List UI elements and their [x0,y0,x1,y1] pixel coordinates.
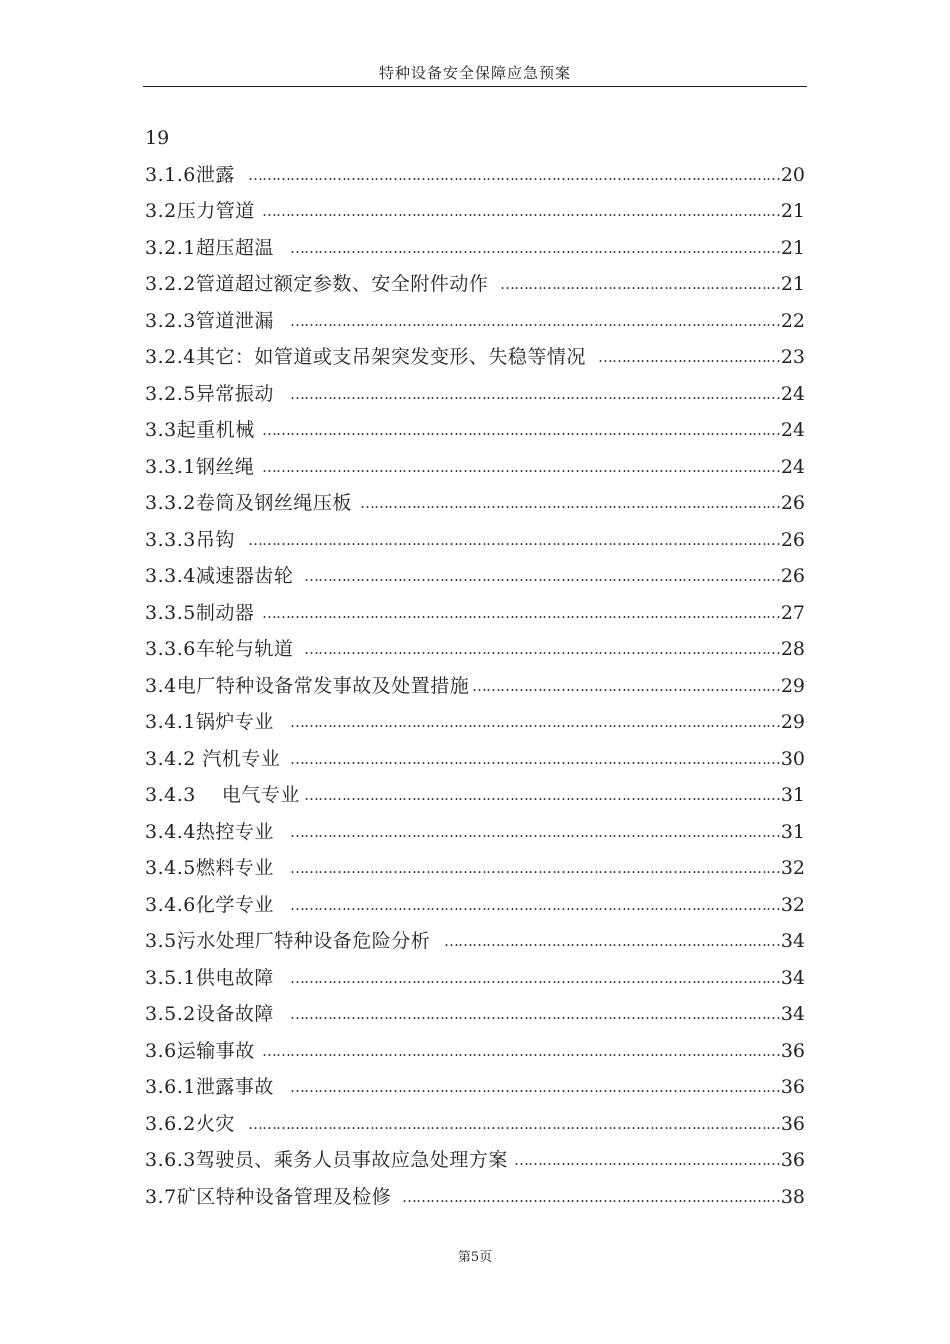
toc-entry[interactable] [145,266,805,303]
toc-leader-dots: ……………………………………………………………………………… [360,494,780,512]
toc-entry-page-number: 26 [781,485,805,522]
toc-entry-label: 3.4.2 汽机专业 [145,747,281,770]
toc-entry[interactable] [145,741,805,778]
toc-entry-page-number: 20 [781,157,805,194]
toc-entry-label: 3.4.6化学专业 [145,893,274,916]
toc-leader-dots: …………………………………………………………………………………………… [290,1078,780,1096]
toc-entry-label: 3.2.3管道泄漏 [145,309,274,332]
toc-entry-label: 3.2.5异常振动 [145,382,274,405]
toc-entry-label: 3.2.2管道超过额定参数、安全附件动作 [145,273,489,295]
toc-entry-page-number: 34 [781,996,805,1033]
toc-entry-label: 3.5.1供电故障 [145,966,274,989]
toc-entry-label: 3.4.4热控专业 [145,820,274,843]
toc-leader-dots: …………………………………………………………………………………………… [290,713,780,731]
toc-entry[interactable] [145,339,805,376]
toc-leader-dots: ………………………………………………………………………………………………… [262,1041,780,1060]
toc-entry-page-number: 21 [781,230,805,267]
toc-entry-page-number: 24 [781,449,805,486]
toc-leader-dots: ……………………………………………………………………… [402,1187,780,1206]
toc-entry[interactable] [145,1106,805,1143]
toc-leader-dots: ………………………………………………………………………………………… [304,786,780,804]
toc-entry-label: 3.2.4其它：如管道或支吊架突发变形、失稳等情况 [145,346,586,368]
header-divider [143,86,807,87]
toc-entry-page-number: 24 [781,376,805,413]
toc-continued-page-number: 19 [145,127,170,149]
toc-entry-page-number: 29 [781,704,805,741]
toc-entry-page-number: 36 [781,1033,805,1070]
toc-entry-page-number: 34 [781,960,805,997]
toc-entry[interactable] [145,193,805,230]
table-of-contents [145,120,805,1215]
toc-entry-page-number: 26 [781,522,805,559]
toc-leader-dots: ………………………………………………………………………………………………… [262,457,780,476]
toc-entry-page-number: 26 [781,558,805,595]
toc-entry[interactable] [145,595,805,632]
toc-leader-dots: …………………………………………………………………………………………… [290,384,780,403]
toc-entry[interactable] [145,485,805,522]
toc-entry-label: 3.3.4减速器齿轮 [145,565,294,587]
toc-entry-page-number: 30 [781,741,805,778]
toc-leader-dots: ………………………………… [598,348,780,366]
toc-entry[interactable] [145,1142,805,1179]
toc-entry[interactable] [145,704,805,741]
toc-leader-dots: …………………………………………………………………………………………… [290,238,780,257]
toc-entry-label: 3.3.1钢丝绳 [145,455,255,478]
toc-entry[interactable] [145,960,805,997]
toc-entry-page-number: 28 [781,631,805,668]
toc-entry[interactable] [145,777,805,814]
toc-entry-label: 3.6.3驾驶员、乘务人员事故应急处理方案 [145,1149,508,1171]
toc-leader-dots: ………………………………………………………… [472,676,780,695]
toc-leader-dots: …………………………………………………………………………………………… [290,822,780,841]
toc-entry[interactable] [145,668,805,705]
toc-entry-label: 3.4.1锅炉专业 [145,711,274,733]
toc-entry-label: 3.4.3 电气专业 [145,784,300,806]
toc-entry-page-number: 36 [781,1069,805,1106]
toc-entry[interactable] [145,1069,805,1106]
toc-entry[interactable] [145,376,805,413]
toc-entry[interactable] [145,1179,805,1216]
toc-entry-page-number: 31 [781,814,805,851]
toc-entry[interactable] [145,1033,805,1070]
toc-leader-dots: ……………………………………………………………… [444,932,780,950]
toc-entry-label: 3.3起重机械 [145,419,255,441]
toc-entry[interactable] [145,412,805,449]
toc-entry[interactable] [145,449,805,486]
toc-leader-dots: …………………………………………………………………………………………… [290,311,780,330]
toc-entry-page-number: 27 [781,595,805,632]
toc-entry-label: 3.2.1超压超温 [145,236,274,259]
toc-entry[interactable] [145,230,805,267]
toc-entry[interactable] [145,631,805,668]
toc-leader-dots: ………………………………………………………………………………………… [304,567,780,585]
toc-entry-page-number: 36 [781,1106,805,1143]
toc-entry[interactable] [145,814,805,851]
toc-entry[interactable] [145,850,805,887]
toc-entry[interactable] [145,887,805,924]
toc-entry-label: 3.3.5制动器 [145,601,255,624]
toc-entry-label: 3.2压力管道 [145,200,255,222]
toc-entry-page-number: 29 [781,668,805,705]
toc-entry-label: 3.5.2设备故障 [145,1003,274,1025]
toc-entry-page-number: 22 [781,303,805,340]
toc-leader-dots: …………………………………………………………………………………………………… [248,1114,780,1133]
toc-entry[interactable] [145,558,805,595]
toc-leader-dots: …………………………………………………… [500,275,780,293]
toc-entry-label: 3.4电厂特种设备常发事故及处置措施 [145,674,470,697]
toc-entry-page-number: 38 [781,1179,805,1216]
toc-entry-label: 3.6运输事故 [145,1039,255,1062]
page-footer-number: 第5页 [457,1250,493,1265]
toc-leader-dots: ………………………………………………………………………………………………… [262,421,780,439]
toc-leader-dots: ………………………………………………………………………………………………… [262,603,780,622]
toc-leader-dots: ………………………………………………………………………………………… [304,640,780,658]
toc-leader-dots: …………………………………………………………………………………………… [290,749,780,768]
toc-entry-label: 3.7矿区特种设备管理及检修 [145,1185,392,1208]
toc-entry-label: 3.1.6泄露 [145,163,235,186]
toc-entry[interactable] [145,157,805,194]
toc-entry-page-number: 21 [781,266,805,303]
toc-entry-label: 3.3.3吊钩 [145,528,235,551]
toc-leader-dots: …………………………………………………………………………………………………… [248,165,780,184]
toc-entry-label: 3.5污水处理厂特种设备危险分析 [145,930,431,952]
toc-entry-page-number: 23 [781,339,805,376]
toc-leader-dots: …………………………………………………………………………………………… [290,1005,780,1023]
toc-entry-page-number: 32 [781,887,805,924]
toc-entry-label: 3.4.5燃料专业 [145,857,274,879]
toc-entry-page-number: 21 [781,193,805,230]
toc-leader-dots: …………………………………………………………………………………………… [290,968,780,987]
toc-entry[interactable] [145,996,805,1033]
toc-entry-page-number: 32 [781,850,805,887]
toc-leader-dots: …………………………………………………………………………………………………… [248,530,780,549]
toc-leader-dots: ………………………………………………………………………………………………… [262,202,780,220]
page-header-title: 特种设备安全保障应急预案 [378,64,571,82]
toc-entry-label: 3.6.1泄露事故 [145,1076,274,1098]
toc-entry-label: 3.3.2卷筒及钢丝绳压板 [145,492,352,514]
toc-entry[interactable] [145,303,805,340]
toc-entry[interactable] [145,923,805,960]
toc-entry-page-number: 31 [781,777,805,814]
toc-leader-dots: ………………………………………………… [514,1151,780,1169]
toc-entry-list [145,157,805,1216]
toc-entry-page-number: 36 [781,1142,805,1179]
toc-entry[interactable] [145,522,805,559]
toc-entry-page-number: 24 [781,412,805,449]
toc-leader-dots: …………………………………………………………………………………………… [290,859,780,877]
toc-leader-dots: …………………………………………………………………………………………… [290,895,780,914]
toc-entry-label: 3.3.6车轮与轨道 [145,638,294,660]
toc-entry-page-number: 34 [781,923,805,960]
toc-entry-label: 3.6.2火灾 [145,1112,235,1135]
